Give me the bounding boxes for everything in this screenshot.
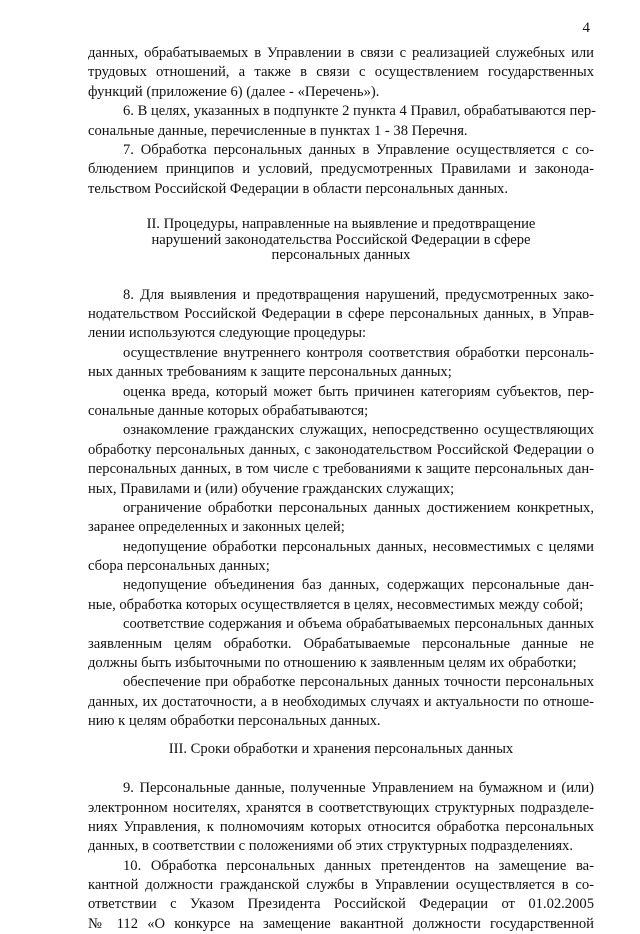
text-line: данных, в соответствии с положениями об этих структурных подразделениях. (88, 838, 573, 855)
text-line: 8. Для выявления и предотвращения нарушений, предусмотренных зако- (123, 286, 594, 303)
text-line: блюдением принципов и условий, предусмотренных Правилами и законода- (88, 161, 594, 178)
text-line: ниях Управления, к полномочиям которых относится обработка персональных (88, 818, 594, 835)
text-line: функций (приложение 6) (далее - «Перечень»). (88, 83, 380, 100)
text-line: сбора персональных данных; (88, 558, 270, 575)
text-line: осуществление внутреннего контроля соответствия обработки персональ- (123, 344, 594, 361)
text-line: заявленным целям обработки. Обрабатываемые персональные данные не (88, 635, 594, 652)
text-line: данных, их достаточности, а в необходимых случаях и актуальности по отноше- (88, 693, 594, 710)
text-line: нодательством Российской Федерации в сфере персональных данных, в Управ- (88, 306, 594, 323)
paragraph-6 (88, 102, 594, 141)
text-line: обеспечение при обработке персональных данных точности персональных (123, 674, 594, 691)
text-line: заранее определенных и законных целей; (88, 519, 345, 536)
text-line: электронном носителях, хранятся в соответствующих структурных подразделе- (88, 799, 594, 816)
text-line: оценка вреда, который может быть причинен категориям субъектов, пер- (123, 383, 594, 400)
list-item (88, 538, 594, 577)
heading-line: III. Сроки обработки и хранения персональных данных (168, 740, 514, 757)
text-line: соответствие содержания и объема обрабатываемых персональных данных (123, 616, 594, 633)
section-heading-2 (88, 217, 594, 264)
text-line: ограничение обработки персональных данных достижением конкретных, (123, 499, 594, 516)
list-item (88, 421, 594, 499)
text-line: ные, обработка которых осуществляется в целях, несовместимых между собой; (88, 596, 584, 613)
text-line: сональные данные, перечисленные в пунктах 1 - 38 Перечня. (88, 122, 468, 139)
page-number: 4 (582, 20, 590, 36)
text-line: 7. Обработка персональных данных в Управление осуществляется с со- (123, 141, 594, 158)
paragraph-continuation (88, 44, 594, 102)
text-line: лении используются следующие процедуры: (88, 325, 367, 342)
text-line: недопущение обработки персональных данных, несовместимых с целями (123, 538, 594, 555)
text-line: ответствии с Указом Президента Российской Федерации от 01.02.2005 (88, 896, 594, 913)
text-line: ных, Правилами и (или) обучение гражданских служащих; (88, 480, 455, 497)
text-line: недопущение объединения баз данных, содержащих персональные дан- (123, 577, 594, 594)
paragraph-7 (88, 141, 594, 199)
text-line: данных, обрабатываемых в Управлении в связи с реализацией служебных или (88, 45, 594, 61)
text-line: сональные данные которых обрабатываются; (88, 402, 369, 419)
list-item (88, 344, 594, 383)
text-line: ознакомление гражданских служащих, непосредственно осуществляющих (123, 422, 594, 439)
list-item (88, 673, 594, 731)
list-item (88, 383, 594, 422)
text-line: кантной должности гражданской службы в Управлении осуществляется в со- (88, 877, 594, 894)
section-heading-3 (88, 742, 594, 758)
list-item (88, 615, 594, 673)
document-body (88, 44, 594, 934)
text-line: должны быть избыточными по отношению к заявленным целям их обработки; (88, 655, 577, 672)
text-line: тельством Российской Федерации в области персональных данных. (88, 180, 508, 197)
heading-line: персональных данных (271, 247, 411, 264)
text-line: нию к целям обработки персональных данных. (88, 713, 381, 730)
list-item (88, 576, 594, 615)
text-line: трудовых отношений, а также в связи с осуществлением государственных (88, 64, 594, 81)
heading-line: II. Процедуры, направленные на выявление и предотвращение (146, 216, 536, 233)
text-line: ных данных требованиям к защите персональных данных; (88, 364, 452, 381)
heading-line: нарушений законодательства Российской Федерации в сфере (151, 231, 531, 248)
text-line: 10. Обработка персональных данных претендентов на замещение ва- (123, 857, 594, 874)
text-line: персональных данных, в том числе с требованиями к защите персональных дан- (88, 461, 594, 478)
text-line: № 112 «О конкурсе на замещение вакантной должности государственной (88, 915, 594, 932)
paragraph-8 (88, 286, 594, 344)
text-line: обработку персональных данных, с законодательством Российской Федерации о (88, 441, 594, 458)
list-item (88, 499, 594, 538)
paragraph-10 (88, 857, 594, 934)
text-line: 9. Персональные данные, полученные Управлением на бумажном и (или) (123, 780, 594, 797)
paragraph-9 (88, 779, 594, 857)
text-line: 6. В целях, указанных в подпункте 2 пункта 4 Правил, обрабатываются пер- (123, 103, 596, 120)
